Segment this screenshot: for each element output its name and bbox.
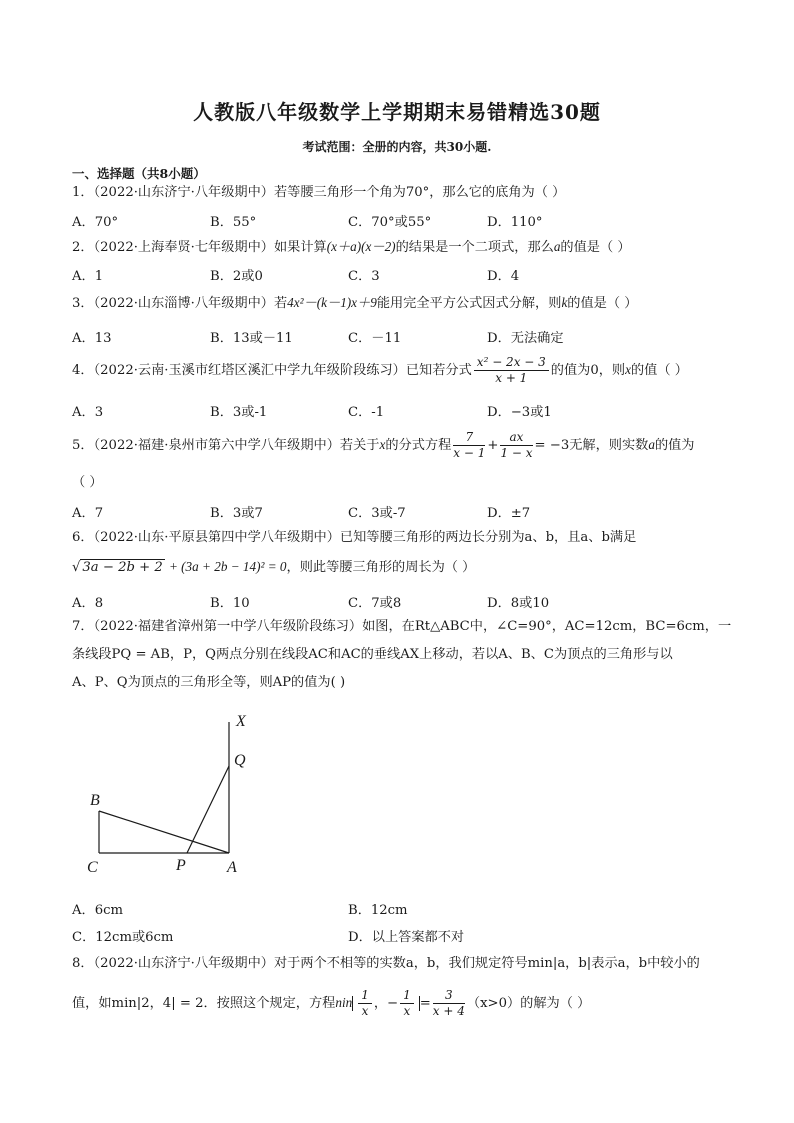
q5-option-c: C．3或-7 xyxy=(348,506,406,521)
q6-radical: 3a − 2b + 2 xyxy=(82,560,163,575)
segment-ab xyxy=(99,811,229,853)
q8-rhs-fraction: $\frac{3}{x + 4}$ xyxy=(432,988,465,1018)
q4-option-b: B．3或-1 xyxy=(210,405,268,420)
q5-option-d: D．±7 xyxy=(487,506,531,521)
question-8-line-2: 值，如min|2，4| = 2．按照这个规定，方程nin $\frac{1}{x}$ ，− $\frac{1}{x}$ = $\frac{3}{x + 4}$ （x>0）的解为（ ） xyxy=(72,988,591,1018)
q3-expression: 4x²－(k－1)x＋9 xyxy=(287,295,377,310)
question-4-stem: 4．（2022·云南·玉溪市红塔区溪汇中学九年级阶段练习）已知若分式 $\frac{\text{x² − 2x − 3}}{x + 1}$ 的值为0，则x的值（ ） xyxy=(72,355,688,385)
q3-option-b: B．13或－11 xyxy=(210,331,293,346)
label-x: X xyxy=(236,713,246,730)
q2-option-c: C．3 xyxy=(348,269,380,284)
q2-option-b: B．2或0 xyxy=(210,269,263,284)
q4-fraction: $\frac{\text{x² − 2x − 3}}{x + 1}$ xyxy=(474,355,549,386)
question-2-stem: 2．（2022·上海奉贤·七年级期中）如果计算(x＋a)(x－2)的结果是一个二项式，那么a的值是（ ） xyxy=(72,239,631,255)
q6-option-a: A．8 xyxy=(72,596,104,611)
q1-option-d: D．110° xyxy=(487,215,543,230)
q5-fraction-1: $\frac{7}{x - 1}$ xyxy=(453,430,486,460)
question-7-line-2: 条线段PQ = AB，P，Q两点分别在线段AC和AC的垂线AX上移动，若以A、B、C为顶点的三角形与以 xyxy=(72,647,673,662)
label-b: B xyxy=(90,792,100,809)
q3-option-d: D．无法确定 xyxy=(487,331,564,346)
question-7-line-1: 7．（2022·福建省漳州第一中学八年级阶段练习）如图，在Rt△ABC中，∠C=90°，AC=12cm，BC=6cm，一 xyxy=(72,619,732,634)
q4-option-c: C．-1 xyxy=(348,405,385,420)
q5-option-b: B．3或7 xyxy=(210,506,263,521)
q5-option-a: A．7 xyxy=(72,506,104,521)
q8-min-expression: $\frac{1}{x}$ ，− $\frac{1}{x}$ xyxy=(352,996,420,1011)
q1-option-c: C．70°或55° xyxy=(348,215,432,230)
q7-option-a: A．6cm xyxy=(72,903,123,918)
question-1-stem: 1．（2022·山东济宁·八年级期中）若等腰三角形一个角为70°，那么它的底角为（ ） xyxy=(72,185,566,200)
question-8-line-1: 8．（2022·山东济宁·八年级期中）对于两个不相等的实数a，b，我们规定符号min|a，b|表示a，b中较小的 xyxy=(72,956,700,971)
q6-option-b: B．10 xyxy=(210,596,250,611)
section-heading-choice: 一、选择题（共8小题） xyxy=(72,166,206,181)
segment-pq xyxy=(187,766,229,853)
q1-option-a: A．70° xyxy=(72,215,119,230)
q6-option-c: C．7或8 xyxy=(348,596,402,611)
label-a: A xyxy=(227,859,237,876)
exam-scope: 考试范围：全册的内容，共30小题. xyxy=(302,140,492,154)
q4-option-d: D．−3或1 xyxy=(487,405,552,420)
question-6-condition: √ 3a − 2b + 2 + (3a + 2b − 14)² = 0，则此等腰三角形的周长为（ ） xyxy=(72,559,476,575)
question-7-line-3: A、P、Q为顶点的三角形全等，则AP的值为( ) xyxy=(72,675,346,690)
label-p: P xyxy=(176,857,186,874)
label-c: C xyxy=(87,859,98,876)
q7-option-b: B．12cm xyxy=(348,903,408,918)
q6-option-d: D．8或10 xyxy=(487,596,550,611)
q1-option-b: B．55° xyxy=(210,215,257,230)
q7-option-c: C．12cm或6cm xyxy=(72,930,174,945)
q7-option-d: D．以上答案都不对 xyxy=(348,930,465,945)
q3-option-c: C．－11 xyxy=(348,331,402,346)
q2-expression: (x＋a)(x－2) xyxy=(326,239,396,254)
q2-option-d: D．4 xyxy=(487,269,520,284)
question-5-continuation: （ ） xyxy=(72,475,103,490)
q2-option-a: A．1 xyxy=(72,269,104,284)
question-5-stem: 5．（2022·福建·泉州市第六中学八年级期中）若关于x的分式方程 $\frac{7}{x - 1}$ + $\frac{ax}{1 - x}$ = −3无解，则实数a的值为 xyxy=(72,430,695,460)
q4-option-a: A．3 xyxy=(72,405,104,420)
q5-fraction-2: $\frac{ax}{1 - x}$ xyxy=(500,430,533,460)
q7-geometry-figure xyxy=(70,700,270,885)
question-3-stem: 3．（2022·山东淄博·八年级期中）若4x²－(k－1)x＋9能用完全平方公式因式分解，则k的值是（ ） xyxy=(72,295,638,311)
page-title: 人教版八年级数学上学期期末易错精选30题 xyxy=(193,100,601,124)
q3-option-a: A．13 xyxy=(72,331,112,346)
question-6-stem: 6．（2022·山东·平原县第四中学八年级期中）已知等腰三角形的两边长分别为a、b，且a、b满足 xyxy=(72,530,637,545)
label-q: Q xyxy=(234,752,246,769)
